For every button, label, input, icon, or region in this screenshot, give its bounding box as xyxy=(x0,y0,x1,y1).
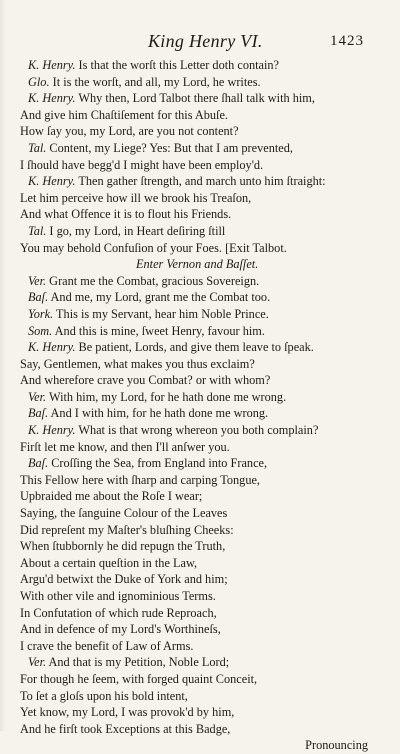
text-line xyxy=(20,522,372,539)
running-title: King Henry VI. xyxy=(148,31,263,51)
line-text: Pronouncing xyxy=(305,738,368,753)
text-line xyxy=(20,654,372,671)
text-line xyxy=(20,555,372,572)
line-text: It is the worſt, and all, my Lord, he writes. xyxy=(49,74,261,89)
text-line xyxy=(20,389,372,406)
text-line xyxy=(20,588,372,605)
text-line xyxy=(20,422,372,439)
stage-direction xyxy=(20,256,372,273)
text-line xyxy=(20,57,372,74)
text-line xyxy=(20,571,372,588)
text-line xyxy=(20,74,372,91)
line-text: About a certain queſtion in the Law, xyxy=(20,555,198,570)
speaker-name: K. Henry. xyxy=(28,423,76,438)
speaker-name: Som. xyxy=(28,323,53,338)
text-line xyxy=(20,505,372,522)
speaker-name: Glo. xyxy=(28,74,50,89)
text-line xyxy=(20,704,372,721)
line-text: And me, my Lord, grant me the Combat too. xyxy=(48,290,271,305)
text-line xyxy=(20,621,372,638)
line-text: Firſt let me know, and then I'll anſwer you. xyxy=(20,439,230,454)
speaker-name: Ver. xyxy=(28,273,47,288)
line-text: Upbraided me about the Roſe I wear; xyxy=(20,489,203,504)
line-text: This Fellow here with ſharp and carping Tongue, xyxy=(20,472,261,487)
text-line xyxy=(20,240,372,257)
text-line xyxy=(20,605,372,622)
line-text: Let him perceive how ill we brook his Treaſon, xyxy=(20,190,252,205)
speaker-name: Ver. xyxy=(28,655,47,670)
line-text: What is that wrong whereon you both complain? xyxy=(75,423,319,438)
line-text: Saying, the ſanguine Colour of the Leaves xyxy=(20,506,228,521)
text-line xyxy=(20,190,372,207)
text-line xyxy=(20,339,372,356)
line-text: In Confutation of which rude Reproach, xyxy=(20,605,217,620)
text-line xyxy=(20,140,372,157)
line-text: You may behold Confuſion of your Foes. [Exit Talbot. xyxy=(20,240,287,255)
page-fold-shadow xyxy=(0,0,6,731)
line-text: And this is mine, ſweet Henry, favour him. xyxy=(52,323,265,338)
speaker-name: Baſ. xyxy=(28,456,49,471)
line-text: Croſſing the Sea, from England into France, xyxy=(48,456,268,471)
line-text: How ſay you, my Lord, are you not content? xyxy=(20,124,239,139)
speaker-name: York. xyxy=(28,306,54,321)
line-text: And wherefore crave you Combat? or with whom? xyxy=(20,373,271,388)
speaker-name: K. Henry. xyxy=(28,174,76,189)
line-text: Argu'd betwixt the Duke of York and him; xyxy=(20,572,228,587)
play-text xyxy=(20,57,372,754)
line-text: Why then, Lord Talbot there ſhall talk with him, xyxy=(75,91,315,106)
speaker-name: K. Henry. xyxy=(28,340,76,355)
speaker-name: Tal. xyxy=(28,140,47,155)
text-line xyxy=(20,372,372,389)
text-line xyxy=(20,356,372,373)
speaker-name: K. Henry. xyxy=(28,91,76,106)
line-text: Be patient, Lords, and give them leave to ſpeak. xyxy=(75,340,314,355)
line-text: For though he ſeem, with forged quaint Conceit, xyxy=(20,671,258,686)
line-text: Did repreſent my Maſter's bluſhing Cheeks: xyxy=(20,522,234,537)
line-text: And give him Chaſtiſement for this Abuſe. xyxy=(20,107,228,122)
line-text: Is that the worſt this Letter doth contain? xyxy=(75,58,280,72)
text-line xyxy=(20,638,372,655)
line-text: This is my Servant, hear him Noble Prince. xyxy=(53,306,269,321)
text-line xyxy=(20,671,372,688)
line-text: And he firſt took Exceptions at this Badge, xyxy=(20,721,231,736)
text-line xyxy=(20,405,372,422)
text-line xyxy=(20,306,372,323)
line-text: And I with him, for he hath done me wrong. xyxy=(48,406,269,421)
line-text: With him, my Lord, for he hath done me wrong. xyxy=(46,389,287,404)
text-line xyxy=(20,289,372,306)
speaker-name: Baſ. xyxy=(28,290,49,305)
speaker-name: Tal. xyxy=(28,223,47,238)
text-line xyxy=(20,439,372,456)
line-text: I go, my Lord, in Heart deſiring ſtill xyxy=(46,223,226,238)
speaker-name: K. Henry. xyxy=(28,58,76,72)
text-line xyxy=(20,323,372,340)
line-text: Grant me the Combat, gracious Sovereign. xyxy=(46,273,260,288)
speaker-name: Baſ. xyxy=(28,406,49,421)
page-number: 1423 xyxy=(330,33,364,49)
line-text: I crave the benefit of Law of Arms. xyxy=(20,638,194,653)
line-text: With other vile and ignominious Terms. xyxy=(20,589,216,603)
text-line xyxy=(20,173,372,190)
catchword xyxy=(20,737,372,754)
text-line xyxy=(20,90,372,107)
text-line xyxy=(20,206,372,223)
text-line xyxy=(20,538,372,555)
text-line xyxy=(20,157,372,174)
line-text: And in defence of my Lord's Worthineſs, xyxy=(20,622,221,637)
text-line xyxy=(20,688,372,705)
line-text: Say, Gentlemen, what makes you thus exclaim? xyxy=(20,356,255,371)
text-line xyxy=(20,107,372,124)
text-line xyxy=(20,455,372,472)
text-line xyxy=(20,488,372,505)
line-text: And what Offence it is to flout his Friends. xyxy=(20,207,232,222)
line-text: And that is my Petition, Noble Lord; xyxy=(46,655,230,670)
line-text: When ſtubbornly he did repugn the Truth, xyxy=(20,539,226,554)
text-line xyxy=(20,721,372,738)
text-line xyxy=(20,223,372,240)
line-text: Enter Vernon and Baſſet. xyxy=(136,257,259,272)
text-line xyxy=(20,123,372,140)
speaker-name: Ver. xyxy=(28,389,47,404)
line-text: Then gather ſtrength, and march unto him ſtraight: xyxy=(75,174,326,189)
line-text: Content, my Liege? Yes: But that I am prevented, xyxy=(46,140,293,155)
line-text: Yet know, my Lord, I was provok'd by him, xyxy=(20,705,235,720)
page-header xyxy=(20,31,372,55)
text-line xyxy=(20,273,372,290)
line-text: To ſet a gloſs upon his bold intent, xyxy=(20,688,188,703)
text-line xyxy=(20,472,372,489)
line-text: I ſhould have begg'd I might have been employ'd. xyxy=(20,157,264,172)
